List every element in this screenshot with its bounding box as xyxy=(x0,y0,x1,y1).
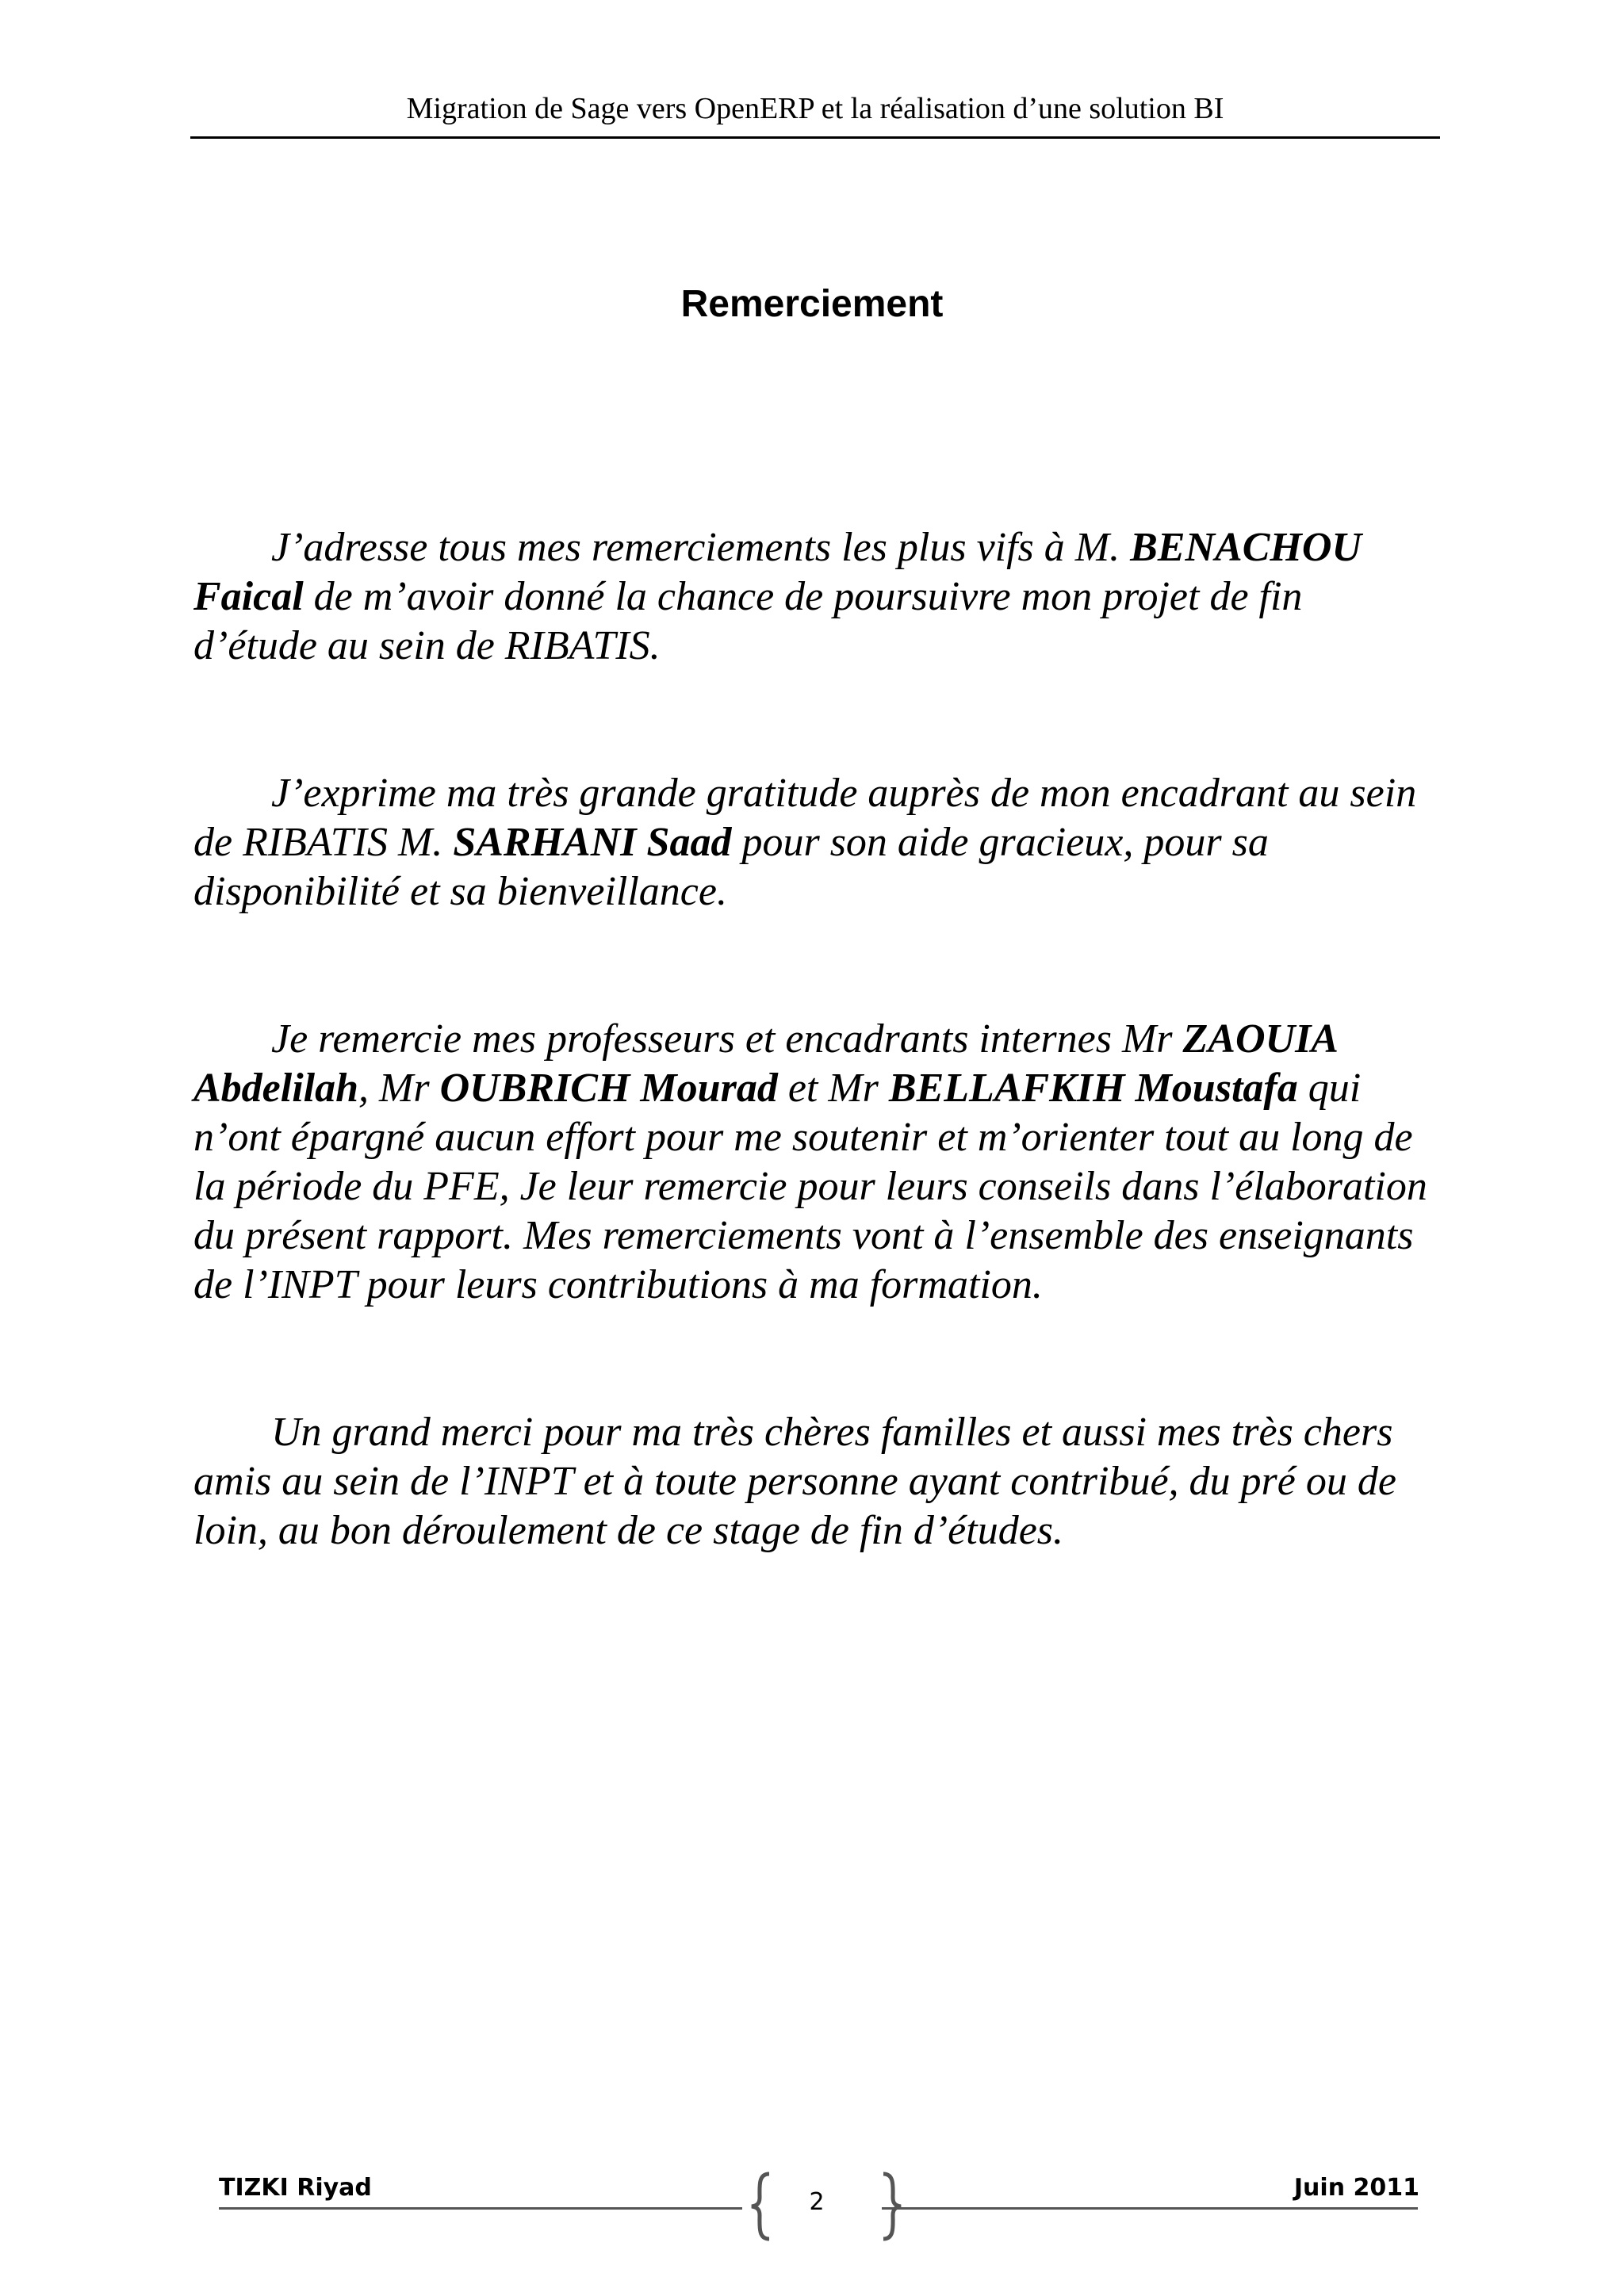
person-name: ZAOUIA Abdelilah xyxy=(193,1016,1337,1111)
footer-date: Juin 2011 xyxy=(1293,2174,1419,2202)
paragraph-text: pour son aide gracieux, pour sa disponibilité et sa bienveillance. xyxy=(193,820,1269,914)
paragraph-text: de m’avoir donné la chance de poursuivre mon projet de fin d’étude au sein de RIBATIS. xyxy=(193,574,1303,668)
paragraph-2 xyxy=(193,769,1431,916)
body-text xyxy=(193,523,1431,1556)
person-name: OUBRICH Mourad xyxy=(439,1066,778,1111)
paragraph-4 xyxy=(193,1408,1431,1556)
footer-rule-left xyxy=(219,2207,742,2210)
paragraph-text: qui n’ont épargné aucun effort pour me soutenir et m’orienter tout au long de la période du PFE, Je leur remercie pour leurs conseils dans l’élaboration du présent rapport. Mes remerciements vont à l’ensemble des enseignants de l’INPT pour leurs contributions à ma formation. xyxy=(193,1066,1427,1307)
running-header: Migration de Sage vers OpenERP et la réalisation d’une solution BI xyxy=(406,92,1224,125)
person-name: SARHANI Saad xyxy=(453,820,732,865)
paragraph-text: J’adresse tous mes remerciements les plus vifs à M. xyxy=(271,525,1131,570)
right-brace-icon xyxy=(852,2171,907,2242)
paragraph-text: , Mr xyxy=(358,1066,440,1111)
person-name: BENACHOU Faical xyxy=(193,525,1362,619)
paragraph-1 xyxy=(193,523,1431,671)
paragraph-text: Un grand merci pour ma très chères familles et aussi mes très chers amis au sein de l’INPT et à toute personne ayant contribué, du pré ou de loin, au bon déroulement de ce stage de fin d’études. xyxy=(193,1410,1396,1553)
paragraph-text: et Mr xyxy=(777,1066,889,1111)
footer-rule-right xyxy=(882,2207,1418,2210)
paragraph-3 xyxy=(193,1015,1431,1310)
person-name: BELLAFKIH Moustafa xyxy=(888,1066,1298,1111)
header-rule xyxy=(190,136,1440,139)
paragraph-text: Je remercie mes professeurs et encadrants internes Mr xyxy=(271,1016,1183,1062)
page-number: 2 xyxy=(809,2188,825,2216)
footer-author: TIZKI Riyad xyxy=(219,2174,372,2202)
page-title: Remerciement xyxy=(680,283,944,325)
paragraph-text: J’exprime ma très grande gratitude auprès de mon encadrant au sein de RIBATIS M. xyxy=(193,771,1417,865)
